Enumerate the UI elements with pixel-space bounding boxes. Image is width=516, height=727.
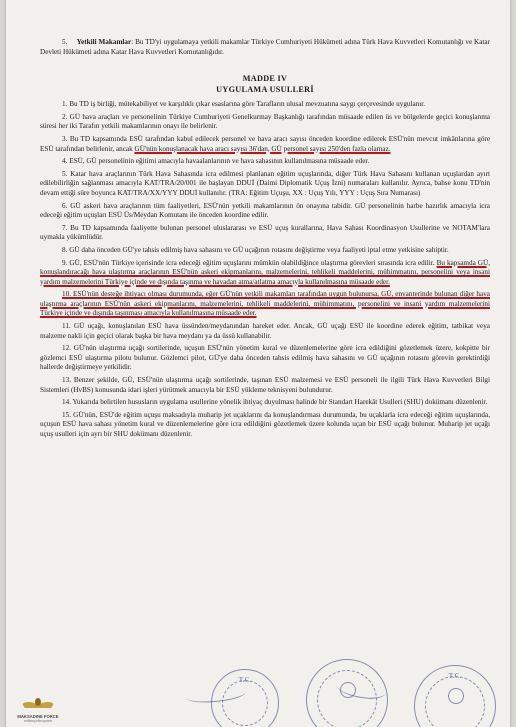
watermark-name: MAKSADINE FORCE [17,713,59,719]
document-page [6,0,510,727]
paragraph-1: 1. Bu TD iş birliği, mütekabiliyet ve karşılıklı çıkar esaslarına göre Tarafların ulusal mevzuatına saygı çerçevesinde uygulanır. [62,100,426,109]
paragraph-6: 6. GÜ askeri hava araçlarının tüm faaliyetleri, ESÜ'nün yetkili makamlarının ön onayına tabidir. GÜ personelinin harbe hazırlık amacıyla icra edeceği eğitim uçuşları ESÜ Üs/Meydan Komutanı ile önceden koordine edilir. [40,201,490,220]
paragraph-5: 5. Katar hava araçlarının Türk Hava Sahasında icra edilmesi planlanan eğitim uçuşlarında, diğer Türk Hava Sahasını kullanan uçuşlardan ayırt edilebilirliğin sağlanması amacıyla KAT/TRA/20/001 ile başlayan DDUİ (Daimi Diplomatik Uçuş İzni) numaraları kullanılır. Ayrıca, bahse konu TD'nin devam ettiği süre boyunca KAT/TRA/XX/YYY DDUİ kullanılır. (TRA: Eğitim Uçuşu, XX : Uçuş Yılı, YYY : Uçuş Sıra Numarası) [40,169,490,197]
official-seal: T.C. [211,669,279,727]
paragraph-9: 9. GÜ, ESÜ'nün Türkiye içerisinde icra edeceği eğitim uçuşlarını mümkün olabildiğince ulaştırma görevleri sırasında icra edilir. Bu kapsamda GÜ, konuşlandıracağı hava ulaştırma araçlarının ESÜ'nün askeri ekipmanlarını, malzemelerini, tehlikeli maddelerini, mühimmatını, personelini veya insani yardım malzemelerini Türkiye içinde ve dışında taşınma ve havadan atma/atlatma amacıyla kullanılmasına müsaade eder. [40,258,490,286]
highlighted-text: GÜ'nün konuşlanacak hava aracı sayısı 36'dan, GÜ personel sayısı 250'den fazla olamaz. [134,144,391,153]
paragraph-12: 12. GÜ'nün ulaştırma uçağı sortilerinde, uçuşun ESÜ'nün yönetim kural ve düzenlemelerine göre icra edildiğini gözetlemek üzere, kokpitte bir gözlemci ESÜ ulaştırma pilotu bulunur. Gözlemci pilot, GÜ'ye daha önceden tahsis edilmiş hava sahasını ve GÜ uçağının rotasını görevin gerektirdiği hallerde değiştirmeye yetkilidir. [40,344,490,372]
article-heading: MADDE IV [242,74,288,84]
document-body [40,8,490,443]
eagle-icon [23,698,53,714]
paragraph-15: 15. GÜ'nün, ESÜ'de eğitim uçuşu maksadıyla muharip jet uçaklarını da konuşlandırması durumunda, bu uçaklarla icra edeceği eğitim uçuşlarında, uçuşun ESÜ hava sahası yönetim kural ve düzenlemelerine göre icra edildiğini gözetlemek üzere kolunda uçan bir ESÜ uçağı bulunur. Muharip jet uçağı uçuş usulleri için ayrı bir SHU dokümanı düzenlenir. [40,410,490,438]
paragraph-11: 11. GÜ uçağı, konuşlanılan ESÜ hava üssünden/meydanından hareket eder. Ancak, GÜ uçağı ESÜ ile koordine ederek eğitim, tatbikat veya malzeme nakli için geçici olarak başka bir hava meydanı ya da üssü kullanabilir. [40,322,490,340]
article-subheading: UYGULAMA USULLERİ [216,85,314,95]
stamps-area [6,657,510,727]
paragraph-3: 3. Bu TD kapsamında ESÜ tarafından kabul edilecek personel ve hava aracı sayısı önceden koordine edilerek ESÜ'nün mevcut imkânlarına göre ESÜ tarafından belirlenir, ancak GÜ'nün konuşlanacak hava aracı sayısı 36'dan, GÜ personel sayısı 250'den fazla olamaz. [40,134,490,153]
paragraph-4: 4. ESÜ, GÜ personelinin eğitimi amacıyla havaalanlarının ve hava sahasının kullanılmasına müsaade eder. [62,157,370,166]
crescent-icon [340,682,356,698]
paragraph-13: 13. Benzer şekilde, GÜ, ESÜ'nün ulaştırma uçağı sortilerinde, taşınan ESÜ malzemesi ve ESÜ personeli ile ilgili Türk Hava Kuvvetleri Bilgi Sistemleri (HvBS) konusunda idari işleri yürütmek amacıyla bir ESÜ yükleme teknisyeni bulundurur. [40,376,490,394]
highlighted-text: Bu kapsamda GÜ, konuşlandıracağı hava ulaştırma araçlarının ESÜ'nün askeri ekipmanlarını, malzemelerini, tehlikeli maddelerini, mühimmatını, personelini veya insani yardım malzemelerini Türkiye içinde ve dışında taşınma ve havadan atma/atlatma amacıyla kullanılmasına müsaade eder. [40,258,490,286]
paragraph-7: 7. Bu TD kapsamında faaliyette bulunan personel uluslararası ve ESÜ uçuş kurallarına, Hava Sahası Koordinasyon Usullerine ve NOTAM'lara uymakla yükümlüdür. [40,223,490,242]
paragraph-10: 10. ESÜ'nün desteğe ihtiyacı olması durumunda, eğer GÜ'nün yetkili makamları tarafından uygun bulunursa, GÜ, envanterinde bulunan diğer hava ulaştırma araçlarının ESÜ'nün askeri ekipmanlarını, malzemelerini, tehlikeli maddelerini, mühimmatını, personelini ve insani yardım malzemelerini Türkiye içinde ve dışında taşınması amacıyla kullanılmasına müsaade eder. [40,290,490,318]
watermark [8,698,68,724]
paragraph-8: 8. GÜ daha önceden GÜ'ye tahsis edilmiş hava sahasını ve GÜ uçağının rotasını değiştirme veya faaliyeti iptal etme yetkisine sahiptir. [62,245,449,254]
official-seal: T.C. [414,665,496,727]
paragraph-2: 2. GÜ hava araçları ve personelinin Türkiye Cumhuriyeti Genelkurmay Başkanlığı tarafından müsaade edilen üs ve bölgelerde geçici konuşlanma süresi her iki Tarafın yetkili makamlarının onayı ile belirlenir. [40,112,490,131]
watermark-sub: militaryoftroyweb [23,718,53,723]
section-5-title: Yetkili Makamlar [76,38,132,46]
official-seal [306,659,388,727]
section-5: 5. Yetkili Makamlar: Bu TD'yi uygulamaya yetkili makamlar Türkiye Cumhuriyeti Hükümeti adına Türk Hava Kuvvetleri Komutanlığı ve Katar Devleti Hükümeti adına Katar Hava Kuvvetleri Komutanlığıdır. [40,38,491,56]
paragraph-14: 14. Yukarıda belirtilen hususların uygulama usullerine yönelik ihtiyaç duyulması halinde bir Standart Harekât Usulleri (SHU) dokümanı düzenlenir. [62,398,488,407]
crescent-icon [448,688,464,704]
